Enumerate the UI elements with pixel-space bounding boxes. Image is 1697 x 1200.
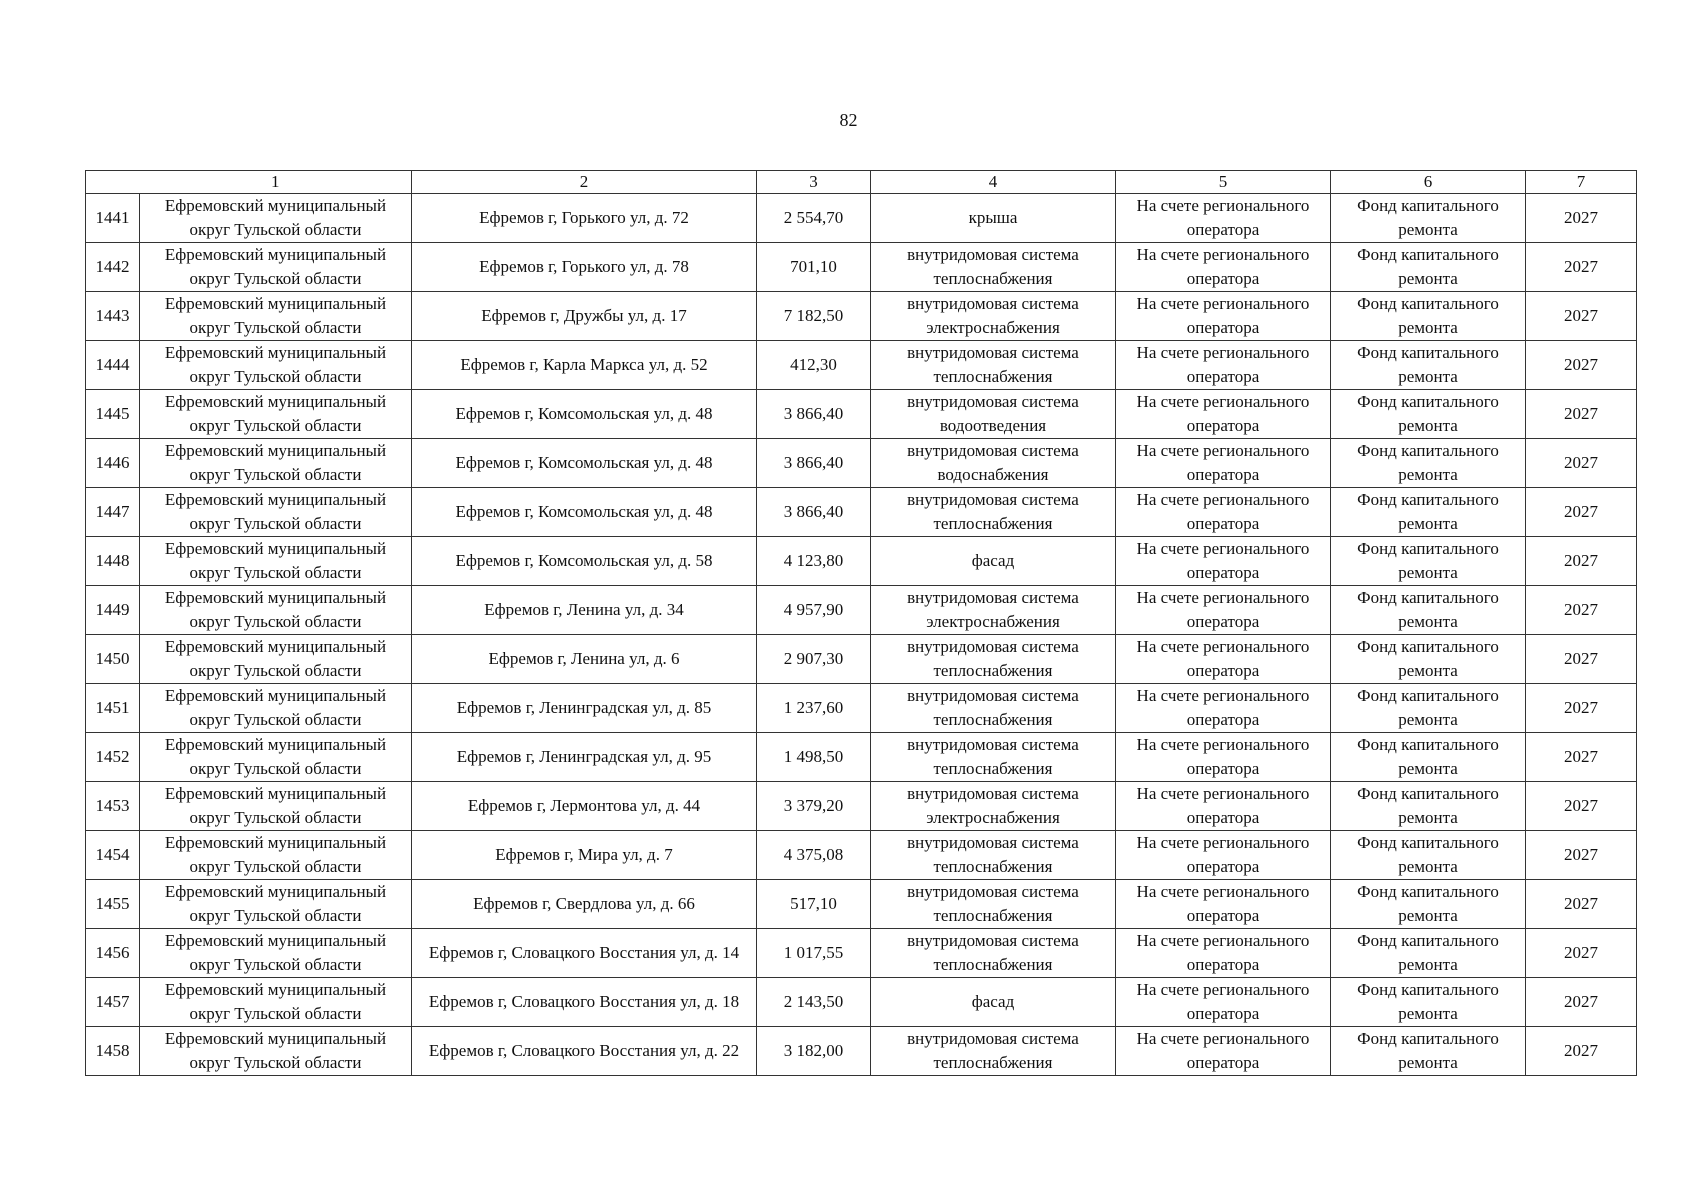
row-number: 1451: [86, 684, 140, 733]
year-cell: 2027: [1526, 831, 1637, 880]
repair-register-table: [85, 170, 1637, 1076]
address-cell: Ефремов г, Дружбы ул, д. 17: [412, 292, 757, 341]
table-row: [86, 390, 1637, 439]
municipality-cell: Ефремовский муниципальный округ Тульской области: [140, 978, 412, 1027]
fund-cell: Фонд капитального ремонта: [1331, 1027, 1526, 1076]
work-type-cell: внутридомовая система водоотведения: [871, 390, 1116, 439]
year-cell: 2027: [1526, 439, 1637, 488]
address-cell: Ефремов г, Ленинградская ул, д. 95: [412, 733, 757, 782]
area-cell: 2 143,50: [757, 978, 871, 1027]
work-type-cell: внутридомовая система теплоснабжения: [871, 929, 1116, 978]
area-cell: 701,10: [757, 243, 871, 292]
account-method-cell: На счете регионального оператора: [1116, 1027, 1331, 1076]
account-method-cell: На счете регионального оператора: [1116, 243, 1331, 292]
area-cell: 2 554,70: [757, 194, 871, 243]
work-type-cell: внутридомовая система теплоснабжения: [871, 243, 1116, 292]
address-cell: Ефремов г, Комсомольская ул, д. 48: [412, 488, 757, 537]
account-method-cell: На счете регионального оператора: [1116, 831, 1331, 880]
area-cell: 3 866,40: [757, 488, 871, 537]
account-method-cell: На счете регионального оператора: [1116, 439, 1331, 488]
fund-cell: Фонд капитального ремонта: [1331, 194, 1526, 243]
fund-cell: Фонд капитального ремонта: [1331, 684, 1526, 733]
page-number: 82: [839, 110, 858, 130]
account-method-cell: На счете регионального оператора: [1116, 929, 1331, 978]
area-cell: 1 237,60: [757, 684, 871, 733]
account-method-cell: На счете регионального оператора: [1116, 537, 1331, 586]
table-row: [86, 831, 1637, 880]
table-row: [86, 978, 1637, 1027]
row-number: 1455: [86, 880, 140, 929]
area-cell: 7 182,50: [757, 292, 871, 341]
address-cell: Ефремов г, Мира ул, д. 7: [412, 831, 757, 880]
column-header-7: 7: [1526, 171, 1637, 194]
work-type-cell: внутридомовая система теплоснабжения: [871, 635, 1116, 684]
fund-cell: Фонд капитального ремонта: [1331, 782, 1526, 831]
municipality-cell: Ефремовский муниципальный округ Тульской области: [140, 733, 412, 782]
address-cell: Ефремов г, Карла Маркса ул, д. 52: [412, 341, 757, 390]
area-cell: 412,30: [757, 341, 871, 390]
table-row: [86, 439, 1637, 488]
municipality-cell: Ефремовский муниципальный округ Тульской области: [140, 194, 412, 243]
row-number: 1449: [86, 586, 140, 635]
table-row: [86, 194, 1637, 243]
table-body: [86, 194, 1637, 1076]
municipality-cell: Ефремовский муниципальный округ Тульской области: [140, 1027, 412, 1076]
year-cell: 2027: [1526, 635, 1637, 684]
work-type-cell: фасад: [871, 537, 1116, 586]
municipality-cell: Ефремовский муниципальный округ Тульской области: [140, 929, 412, 978]
header-row: [86, 171, 1637, 194]
table-row: [86, 733, 1637, 782]
municipality-cell: Ефремовский муниципальный округ Тульской области: [140, 537, 412, 586]
year-cell: 2027: [1526, 880, 1637, 929]
table-row: [86, 782, 1637, 831]
fund-cell: Фонд капитального ремонта: [1331, 586, 1526, 635]
area-cell: 1 498,50: [757, 733, 871, 782]
fund-cell: Фонд капитального ремонта: [1331, 341, 1526, 390]
year-cell: 2027: [1526, 978, 1637, 1027]
column-header-2: 2: [412, 171, 757, 194]
address-cell: Ефремов г, Ленинградская ул, д. 85: [412, 684, 757, 733]
municipality-cell: Ефремовский муниципальный округ Тульской области: [140, 635, 412, 684]
municipality-cell: Ефремовский муниципальный округ Тульской области: [140, 390, 412, 439]
area-cell: 3 866,40: [757, 439, 871, 488]
year-cell: 2027: [1526, 782, 1637, 831]
year-cell: 2027: [1526, 194, 1637, 243]
table-row: [86, 537, 1637, 586]
municipality-cell: Ефремовский муниципальный округ Тульской области: [140, 341, 412, 390]
work-type-cell: внутридомовая система теплоснабжения: [871, 341, 1116, 390]
account-method-cell: На счете регионального оператора: [1116, 390, 1331, 439]
municipality-cell: Ефремовский муниципальный округ Тульской области: [140, 488, 412, 537]
address-cell: Ефремов г, Ленина ул, д. 6: [412, 635, 757, 684]
row-number: 1444: [86, 341, 140, 390]
work-type-cell: внутридомовая система электроснабжения: [871, 586, 1116, 635]
row-number: 1457: [86, 978, 140, 1027]
municipality-cell: Ефремовский муниципальный округ Тульской области: [140, 292, 412, 341]
column-header-1: 1: [140, 171, 412, 194]
fund-cell: Фонд капитального ремонта: [1331, 929, 1526, 978]
row-number: 1456: [86, 929, 140, 978]
table-row: [86, 1027, 1637, 1076]
account-method-cell: На счете регионального оператора: [1116, 194, 1331, 243]
account-method-cell: На счете регионального оператора: [1116, 635, 1331, 684]
row-number: 1445: [86, 390, 140, 439]
fund-cell: Фонд капитального ремонта: [1331, 978, 1526, 1027]
row-number: 1454: [86, 831, 140, 880]
address-cell: Ефремов г, Горького ул, д. 78: [412, 243, 757, 292]
year-cell: 2027: [1526, 243, 1637, 292]
row-number: 1447: [86, 488, 140, 537]
municipality-cell: Ефремовский муниципальный округ Тульской области: [140, 880, 412, 929]
table-row: [86, 292, 1637, 341]
year-cell: 2027: [1526, 684, 1637, 733]
municipality-cell: Ефремовский муниципальный округ Тульской области: [140, 831, 412, 880]
fund-cell: Фонд капитального ремонта: [1331, 243, 1526, 292]
year-cell: 2027: [1526, 537, 1637, 586]
table-row: [86, 488, 1637, 537]
municipality-cell: Ефремовский муниципальный округ Тульской области: [140, 586, 412, 635]
municipality-cell: Ефремовский муниципальный округ Тульской области: [140, 439, 412, 488]
work-type-cell: внутридомовая система водоснабжения: [871, 439, 1116, 488]
fund-cell: Фонд капитального ремонта: [1331, 488, 1526, 537]
row-number: 1453: [86, 782, 140, 831]
fund-cell: Фонд капитального ремонта: [1331, 733, 1526, 782]
municipality-cell: Ефремовский муниципальный округ Тульской области: [140, 782, 412, 831]
area-cell: 1 017,55: [757, 929, 871, 978]
row-number: 1441: [86, 194, 140, 243]
year-cell: 2027: [1526, 929, 1637, 978]
table-row: [86, 243, 1637, 292]
municipality-cell: Ефремовский муниципальный округ Тульской области: [140, 684, 412, 733]
column-header-5: 5: [1116, 171, 1331, 194]
fund-cell: Фонд капитального ремонта: [1331, 439, 1526, 488]
account-method-cell: На счете регионального оператора: [1116, 733, 1331, 782]
table-row: [86, 341, 1637, 390]
fund-cell: Фонд капитального ремонта: [1331, 831, 1526, 880]
table-row: [86, 880, 1637, 929]
year-cell: 2027: [1526, 341, 1637, 390]
column-header-4: 4: [871, 171, 1116, 194]
account-method-cell: На счете регионального оператора: [1116, 586, 1331, 635]
account-method-cell: На счете регионального оператора: [1116, 880, 1331, 929]
table-header: [86, 171, 1637, 194]
row-number: 1452: [86, 733, 140, 782]
work-type-cell: внутридомовая система теплоснабжения: [871, 488, 1116, 537]
row-number: 1450: [86, 635, 140, 684]
table-row: [86, 684, 1637, 733]
address-cell: Ефремов г, Словацкого Восстания ул, д. 18: [412, 978, 757, 1027]
work-type-cell: фасад: [871, 978, 1116, 1027]
work-type-cell: внутридомовая система теплоснабжения: [871, 733, 1116, 782]
year-cell: 2027: [1526, 292, 1637, 341]
area-cell: 4 375,08: [757, 831, 871, 880]
account-method-cell: На счете регионального оператора: [1116, 341, 1331, 390]
work-type-cell: внутридомовая система теплоснабжения: [871, 1027, 1116, 1076]
column-header-number: [86, 171, 140, 194]
address-cell: Ефремов г, Комсомольская ул, д. 58: [412, 537, 757, 586]
year-cell: 2027: [1526, 586, 1637, 635]
municipality-cell: Ефремовский муниципальный округ Тульской области: [140, 243, 412, 292]
account-method-cell: На счете регионального оператора: [1116, 782, 1331, 831]
account-method-cell: На счете регионального оператора: [1116, 684, 1331, 733]
row-number: 1458: [86, 1027, 140, 1076]
fund-cell: Фонд капитального ремонта: [1331, 292, 1526, 341]
address-cell: Ефремов г, Свердлова ул, д. 66: [412, 880, 757, 929]
work-type-cell: внутридомовая система теплоснабжения: [871, 684, 1116, 733]
year-cell: 2027: [1526, 488, 1637, 537]
address-cell: Ефремов г, Комсомольская ул, д. 48: [412, 390, 757, 439]
column-header-6: 6: [1331, 171, 1526, 194]
table-row: [86, 635, 1637, 684]
work-type-cell: внутридомовая система электроснабжения: [871, 782, 1116, 831]
row-number: 1443: [86, 292, 140, 341]
work-type-cell: внутридомовая система теплоснабжения: [871, 880, 1116, 929]
fund-cell: Фонд капитального ремонта: [1331, 390, 1526, 439]
account-method-cell: На счете регионального оператора: [1116, 292, 1331, 341]
area-cell: 4 123,80: [757, 537, 871, 586]
year-cell: 2027: [1526, 733, 1637, 782]
table-row: [86, 586, 1637, 635]
column-header-3: 3: [757, 171, 871, 194]
address-cell: Ефремов г, Словацкого Восстания ул, д. 14: [412, 929, 757, 978]
work-type-cell: внутридомовая система электроснабжения: [871, 292, 1116, 341]
fund-cell: Фонд капитального ремонта: [1331, 880, 1526, 929]
address-cell: Ефремов г, Комсомольская ул, д. 48: [412, 439, 757, 488]
year-cell: 2027: [1526, 1027, 1637, 1076]
fund-cell: Фонд капитального ремонта: [1331, 635, 1526, 684]
work-type-cell: крыша: [871, 194, 1116, 243]
area-cell: 3 866,40: [757, 390, 871, 439]
area-cell: 2 907,30: [757, 635, 871, 684]
row-number: 1448: [86, 537, 140, 586]
fund-cell: Фонд капитального ремонта: [1331, 537, 1526, 586]
address-cell: Ефремов г, Лермонтова ул, д. 44: [412, 782, 757, 831]
row-number: 1446: [86, 439, 140, 488]
area-cell: 3 182,00: [757, 1027, 871, 1076]
area-cell: 3 379,20: [757, 782, 871, 831]
address-cell: Ефремов г, Словацкого Восстания ул, д. 22: [412, 1027, 757, 1076]
work-type-cell: внутридомовая система теплоснабжения: [871, 831, 1116, 880]
address-cell: Ефремов г, Горького ул, д. 72: [412, 194, 757, 243]
table-row: [86, 929, 1637, 978]
row-number: 1442: [86, 243, 140, 292]
account-method-cell: На счете регионального оператора: [1116, 488, 1331, 537]
area-cell: 4 957,90: [757, 586, 871, 635]
year-cell: 2027: [1526, 390, 1637, 439]
account-method-cell: На счете регионального оператора: [1116, 978, 1331, 1027]
address-cell: Ефремов г, Ленина ул, д. 34: [412, 586, 757, 635]
area-cell: 517,10: [757, 880, 871, 929]
